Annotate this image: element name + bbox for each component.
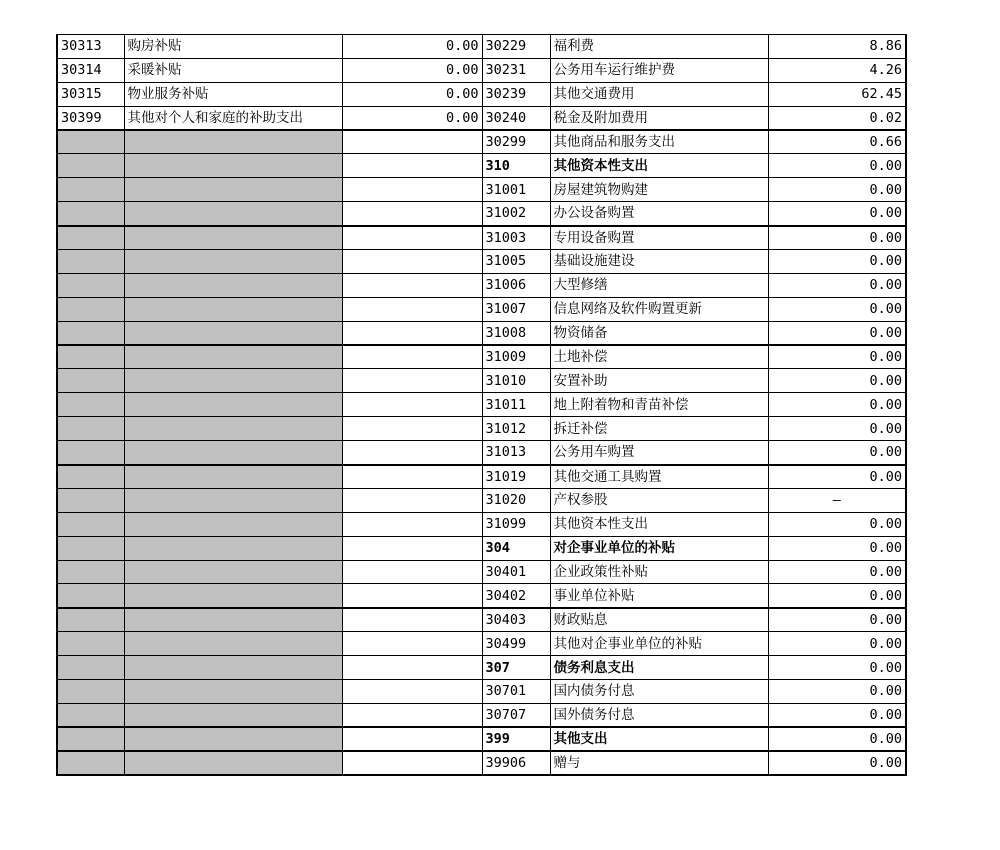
table-row	[57, 441, 906, 465]
left-name-cell	[124, 536, 342, 560]
right-amount-cell: 0.02	[768, 106, 906, 130]
left-amount-cell	[342, 751, 482, 775]
right-name-cell: 其他交通工具购置	[550, 465, 768, 489]
right-amount-cell: 0.00	[768, 703, 906, 727]
left-amount-cell	[342, 202, 482, 226]
left-amount-cell	[342, 154, 482, 178]
left-name-cell	[124, 202, 342, 226]
right-name-cell: 办公设备购置	[550, 202, 768, 226]
left-name-cell	[124, 703, 342, 727]
table-row	[57, 106, 906, 130]
right-name-cell: 其他支出	[550, 727, 768, 751]
right-name-cell: 拆迁补偿	[550, 417, 768, 441]
left-name-cell	[124, 608, 342, 632]
right-name-cell: 国内债务付息	[550, 680, 768, 704]
right-code-cell: 30231	[482, 58, 550, 82]
left-amount-cell	[342, 130, 482, 154]
left-amount-cell: 0.00	[342, 35, 482, 59]
left-code-cell	[57, 488, 124, 512]
right-code-cell: 30701	[482, 680, 550, 704]
left-name-cell: 物业服务补贴	[124, 82, 342, 106]
right-code-cell: 30240	[482, 106, 550, 130]
right-code-cell: 307	[482, 656, 550, 680]
left-amount-cell	[342, 680, 482, 704]
right-code-cell: 31099	[482, 512, 550, 536]
right-code-cell: 310	[482, 154, 550, 178]
left-amount-cell	[342, 417, 482, 441]
table-row	[57, 560, 906, 584]
left-amount-cell	[342, 321, 482, 345]
left-name-cell	[124, 441, 342, 465]
right-name-cell: 安置补助	[550, 369, 768, 393]
right-amount-cell: 0.00	[768, 393, 906, 417]
right-amount-cell: 0.00	[768, 345, 906, 369]
left-amount-cell	[342, 250, 482, 274]
left-amount-cell	[342, 560, 482, 584]
right-name-cell: 产权参股	[550, 488, 768, 512]
right-code-cell: 31012	[482, 417, 550, 441]
right-amount-cell: 0.00	[768, 154, 906, 178]
right-code-cell: 31005	[482, 250, 550, 274]
left-amount-cell	[342, 369, 482, 393]
right-name-cell: 地上附着物和青苗补偿	[550, 393, 768, 417]
left-code-cell	[57, 202, 124, 226]
left-name-cell	[124, 656, 342, 680]
left-code-cell	[57, 321, 124, 345]
right-amount-cell: 0.00	[768, 417, 906, 441]
right-name-cell: 信息网络及软件购置更新	[550, 297, 768, 321]
left-name-cell	[124, 178, 342, 202]
left-code-cell: 30315	[57, 82, 124, 106]
left-amount-cell	[342, 488, 482, 512]
left-amount-cell	[342, 297, 482, 321]
left-amount-cell	[342, 632, 482, 656]
right-name-cell: 债务利息支出	[550, 656, 768, 680]
right-code-cell: 39906	[482, 751, 550, 775]
right-amount-cell: 0.00	[768, 226, 906, 250]
left-code-cell	[57, 154, 124, 178]
right-name-cell: 其他商品和服务支出	[550, 130, 768, 154]
right-amount-cell: 0.00	[768, 656, 906, 680]
right-name-cell: 其他交通费用	[550, 82, 768, 106]
right-name-cell: 福利费	[550, 35, 768, 59]
right-name-cell: 房屋建筑物购建	[550, 178, 768, 202]
left-name-cell	[124, 560, 342, 584]
left-amount-cell	[342, 608, 482, 632]
table-row	[57, 82, 906, 106]
left-name-cell	[124, 465, 342, 489]
left-code-cell	[57, 226, 124, 250]
right-name-cell: 赠与	[550, 751, 768, 775]
table-row	[57, 751, 906, 775]
left-amount-cell	[342, 393, 482, 417]
left-code-cell	[57, 130, 124, 154]
right-code-cell: 31002	[482, 202, 550, 226]
left-amount-cell: 0.00	[342, 82, 482, 106]
right-amount-cell: 0.00	[768, 632, 906, 656]
left-name-cell	[124, 154, 342, 178]
right-amount-cell: 0.00	[768, 727, 906, 751]
right-code-cell: 30499	[482, 632, 550, 656]
left-code-cell	[57, 178, 124, 202]
table-row	[57, 250, 906, 274]
right-amount-cell: 0.00	[768, 369, 906, 393]
table-body	[57, 35, 906, 776]
table-row	[57, 178, 906, 202]
right-name-cell: 税金及附加费用	[550, 106, 768, 130]
left-code-cell	[57, 584, 124, 608]
left-amount-cell	[342, 273, 482, 297]
left-amount-cell	[342, 512, 482, 536]
table-row	[57, 345, 906, 369]
left-code-cell: 30313	[57, 35, 124, 59]
right-amount-cell: 0.00	[768, 321, 906, 345]
left-name-cell: 采暖补贴	[124, 58, 342, 82]
right-code-cell: 31013	[482, 441, 550, 465]
left-code-cell	[57, 751, 124, 775]
left-code-cell	[57, 656, 124, 680]
left-code-cell	[57, 512, 124, 536]
table-row	[57, 321, 906, 345]
table-row	[57, 58, 906, 82]
left-amount-cell	[342, 584, 482, 608]
left-code-cell	[57, 465, 124, 489]
table-row	[57, 632, 906, 656]
left-amount-cell: 0.00	[342, 106, 482, 130]
right-code-cell: 31011	[482, 393, 550, 417]
right-code-cell: 304	[482, 536, 550, 560]
right-code-cell: 31009	[482, 345, 550, 369]
table-row	[57, 656, 906, 680]
right-name-cell: 企业政策性补贴	[550, 560, 768, 584]
table-row	[57, 273, 906, 297]
left-code-cell	[57, 536, 124, 560]
left-amount-cell	[342, 656, 482, 680]
left-name-cell	[124, 632, 342, 656]
table-row	[57, 536, 906, 560]
left-code-cell	[57, 250, 124, 274]
right-code-cell: 31020	[482, 488, 550, 512]
right-code-cell: 30299	[482, 130, 550, 154]
right-name-cell: 对企事业单位的补贴	[550, 536, 768, 560]
right-code-cell: 30401	[482, 560, 550, 584]
left-amount-cell	[342, 536, 482, 560]
right-amount-cell: 0.00	[768, 202, 906, 226]
left-code-cell: 30399	[57, 106, 124, 130]
table-row	[57, 680, 906, 704]
left-code-cell: 30314	[57, 58, 124, 82]
left-name-cell	[124, 584, 342, 608]
right-code-cell: 31006	[482, 273, 550, 297]
right-amount-cell: 0.00	[768, 680, 906, 704]
table-row	[57, 703, 906, 727]
right-amount-cell: 0.00	[768, 512, 906, 536]
left-name-cell: 其他对个人和家庭的补助支出	[124, 106, 342, 130]
right-amount-cell: 0.00	[768, 178, 906, 202]
left-name-cell	[124, 130, 342, 154]
right-code-cell: 30229	[482, 35, 550, 59]
right-name-cell: 公务用车购置	[550, 441, 768, 465]
table-row	[57, 35, 906, 59]
left-amount-cell	[342, 465, 482, 489]
right-amount-cell: 0.00	[768, 560, 906, 584]
right-amount-cell: 4.26	[768, 58, 906, 82]
left-amount-cell	[342, 226, 482, 250]
right-name-cell: 其他资本性支出	[550, 512, 768, 536]
right-amount-cell: 0.66	[768, 130, 906, 154]
right-code-cell: 31003	[482, 226, 550, 250]
left-amount-cell: 0.00	[342, 58, 482, 82]
table-row	[57, 608, 906, 632]
right-amount-cell: 8.86	[768, 35, 906, 59]
right-amount-cell: 62.45	[768, 82, 906, 106]
left-amount-cell	[342, 178, 482, 202]
right-amount-cell: 0.00	[768, 250, 906, 274]
right-code-cell: 30403	[482, 608, 550, 632]
right-name-cell: 专用设备购置	[550, 226, 768, 250]
right-code-cell: 30402	[482, 584, 550, 608]
left-name-cell	[124, 751, 342, 775]
left-code-cell	[57, 560, 124, 584]
left-name-cell	[124, 250, 342, 274]
right-code-cell: 31019	[482, 465, 550, 489]
left-code-cell	[57, 369, 124, 393]
left-amount-cell	[342, 727, 482, 751]
left-name-cell	[124, 321, 342, 345]
right-code-cell: 31001	[482, 178, 550, 202]
right-name-cell: 物资储备	[550, 321, 768, 345]
table-row	[57, 297, 906, 321]
right-code-cell: 31010	[482, 369, 550, 393]
left-name-cell	[124, 512, 342, 536]
left-amount-cell	[342, 703, 482, 727]
left-code-cell	[57, 608, 124, 632]
left-code-cell	[57, 393, 124, 417]
right-amount-cell: 0.00	[768, 297, 906, 321]
left-name-cell	[124, 417, 342, 441]
right-name-cell: 国外债务付息	[550, 703, 768, 727]
left-code-cell	[57, 417, 124, 441]
right-name-cell: 土地补偿	[550, 345, 768, 369]
right-amount-cell: —	[768, 488, 906, 512]
left-name-cell	[124, 226, 342, 250]
right-name-cell: 事业单位补贴	[550, 584, 768, 608]
left-code-cell	[57, 680, 124, 704]
left-code-cell	[57, 441, 124, 465]
table-row	[57, 130, 906, 154]
budget-expenditure-table	[56, 34, 907, 776]
left-code-cell	[57, 297, 124, 321]
right-code-cell: 31007	[482, 297, 550, 321]
left-code-cell	[57, 345, 124, 369]
right-amount-cell: 0.00	[768, 465, 906, 489]
table-row	[57, 512, 906, 536]
table-row	[57, 488, 906, 512]
right-name-cell: 其他资本性支出	[550, 154, 768, 178]
right-code-cell: 30707	[482, 703, 550, 727]
right-amount-cell: 0.00	[768, 273, 906, 297]
right-name-cell: 公务用车运行维护费	[550, 58, 768, 82]
left-name-cell	[124, 273, 342, 297]
table-row	[57, 154, 906, 178]
right-name-cell: 大型修缮	[550, 273, 768, 297]
right-code-cell: 399	[482, 727, 550, 751]
right-code-cell: 30239	[482, 82, 550, 106]
table-row	[57, 584, 906, 608]
left-amount-cell	[342, 441, 482, 465]
table-row	[57, 465, 906, 489]
right-amount-cell: 0.00	[768, 751, 906, 775]
table-row	[57, 393, 906, 417]
left-name-cell	[124, 297, 342, 321]
left-name-cell: 购房补贴	[124, 35, 342, 59]
right-amount-cell: 0.00	[768, 608, 906, 632]
table-row	[57, 202, 906, 226]
left-name-cell	[124, 727, 342, 751]
left-code-cell	[57, 632, 124, 656]
right-name-cell: 其他对企事业单位的补贴	[550, 632, 768, 656]
right-amount-cell: 0.00	[768, 441, 906, 465]
left-code-cell	[57, 703, 124, 727]
left-code-cell	[57, 273, 124, 297]
left-code-cell	[57, 727, 124, 751]
table-row	[57, 727, 906, 751]
right-code-cell: 31008	[482, 321, 550, 345]
right-amount-cell: 0.00	[768, 536, 906, 560]
right-name-cell: 基础设施建设	[550, 250, 768, 274]
left-name-cell	[124, 369, 342, 393]
right-amount-cell: 0.00	[768, 584, 906, 608]
table-row	[57, 417, 906, 441]
left-name-cell	[124, 680, 342, 704]
right-name-cell: 财政贴息	[550, 608, 768, 632]
table-row	[57, 226, 906, 250]
left-name-cell	[124, 345, 342, 369]
left-name-cell	[124, 488, 342, 512]
table-row	[57, 369, 906, 393]
left-amount-cell	[342, 345, 482, 369]
left-name-cell	[124, 393, 342, 417]
